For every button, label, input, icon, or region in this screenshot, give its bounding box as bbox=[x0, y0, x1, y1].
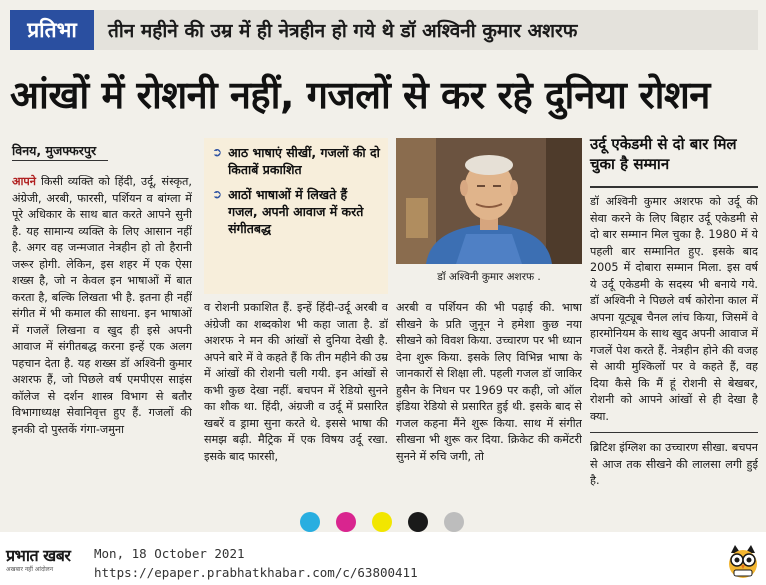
magenta-registration-dot bbox=[336, 512, 356, 532]
edition-date: Mon, 18 October 2021 bbox=[94, 546, 245, 561]
edition-url[interactable]: https://epaper.prabhatkhabar.com/c/63800411 bbox=[94, 565, 418, 580]
arrow-icon: ➲ bbox=[212, 187, 223, 201]
edition-meta bbox=[94, 544, 418, 582]
sidebar-text-2: ब्रिटिश इंग्लिश का उच्चारण सीखा. बचपन से आज तक सीखने की लालसा लगी हुई है. bbox=[590, 441, 758, 487]
highlight-item bbox=[212, 144, 380, 178]
sidebar-title: उर्दू एकेडमी से दो बार मिल चुका है सम्मान bbox=[590, 135, 737, 173]
logo-text: प्रभात खबर bbox=[6, 546, 71, 565]
byline: विनय, मुजफ्फरपुर bbox=[12, 143, 97, 158]
byline-divider bbox=[12, 160, 108, 161]
yellow-registration-dot bbox=[372, 512, 392, 532]
highlight-item bbox=[212, 186, 380, 237]
registration-marks bbox=[300, 512, 464, 532]
arrow-icon: ➲ bbox=[212, 145, 223, 159]
highlight-box bbox=[204, 138, 388, 294]
photo-caption: डॉ अश्विनी कुमार अशरफ . bbox=[437, 271, 541, 283]
sidebar-divider bbox=[590, 186, 758, 188]
article-column-1 bbox=[12, 174, 192, 502]
kicker-headline: तीन महीने की उम्र में ही नेत्रहीन हो गये थे डॉ अश्विनी कुमार अशरफ bbox=[108, 20, 578, 42]
grey-registration-dot bbox=[444, 512, 464, 532]
sidebar-text: डॉ अश्विनी कुमार अशरफ को उर्दू की सेवा करने के लिए बिहार उर्दू एकेडमी से दो बार सम्मान मिल चुका है. 1980 में ये पहली बार सम्मानित हुए. इसके बाद 2005 में दोबारा सम्मान मिला. इस वर्ष ये उर्दू एकेडमी के सदस्य भी बनाये गये. डॉ अश्विनी ने पिछले वर्ष कोरोना काल में अपना यूट्यूब चैनल लांच किया, जिसमें वे हारमोनियम के साथ खुद अपनी आवाज में गजलें पेश करते हैं. नेत्रहीन होने की वजह से आयी मुश्किलों पर वे कहते हैं, वह दिया कैसे कि मैं हूं रोशनी से बेखबर, रोशनी को आपने आंखों से ही देखा है क्या. bbox=[590, 195, 758, 423]
cyan-registration-dot bbox=[300, 512, 320, 532]
prabhat-khabar-logo bbox=[6, 544, 88, 572]
lead-word: आपने bbox=[12, 175, 36, 188]
highlight-text: आठों भाषाओं में लिखते हैं गजल, अपनी आवाज में करते संगीतबद्ध bbox=[228, 187, 364, 236]
article-column-2: व रोशनी प्रकाशित हैं. इन्हें हिंदी-उर्दू अरबी व अंग्रेजी का शब्दकोश भी कहा जाता है. डॉ अशरफ ने मन की आंखों से दुनिया देखी है. अपने बारे में वे कहते हैं कि तीन महीने की उम्र में आंखों की रोशनी चली गयी. इन आंखों से कभी कुछ देखा नहीं. बचपन में रेडियो सुनने का शौक था. हिंदी, अंग्रजी व उर्दू में प्रसारित खबरें व ड्रामा सुना करते थे. इससे भाषा की समझ बढ़ी. मैट्रिक में एक विषय उर्दू रखा. इसके बाद फारसी, bbox=[204, 301, 388, 463]
black-registration-dot bbox=[408, 512, 428, 532]
section-tag: प्रतिभा bbox=[10, 10, 94, 50]
owl-mascot-icon bbox=[726, 543, 760, 583]
highlight-text: आठ भाषाएं सीखीं, गजलों की दो किताबें प्रकाशित bbox=[228, 145, 380, 177]
main-headline: आंखों में रोशनी नहीं, गजलों से कर रहे दुनिया रोशन bbox=[10, 73, 710, 117]
column-1-text: किसी व्यक्ति को हिंदी, उर्दू, संस्कृत, अंग्रेजी, अरबी, फारसी, पर्शियन व बांग्ला में पूरे अधिकार के साथ बात करते आपने सुनी है. यह सामान्य व्यक्ति के लिए आसान नहीं है. अगर वह जन्मजात नेत्रहीन हो तो हैरानी जरूर होगी. लेकिन, इस शहर में एक ऐसा शख्स है, जो न केवल इन भाषाओं में बात करता है, बल्कि लिखता भी है. इतना ही नहीं संगीत में भी कमाल की साधना. इन भाषाओं में गजलें लिखना व खुद ही इसे अपनी आवाज में संगीतबद्ध करना इन्हें एक अलग पहचान देता है. यह शख्स डॉ अश्विनी कुमार अशरफ हैं, जो पिछले वर्ष एमपीएस साइंस कॉलेज से दर्शन शास्त्र विभाग से बतौर विभागाध्यक्ष सेवानिवृत्त हुए हैं. गजलों की इनकी दो पुस्तकें गंगा-जमुना bbox=[12, 175, 192, 436]
article-column-3: अरबी व पर्शियन की भी पढ़ाई की. भाषा सीखने के प्रति जुनून ने हमेशा कुछ नया सीखने को विवश किया. उच्चारण पर भी ध्यान देना शुरू किया. इसके लिए विभिन्न भाषा के जानकारों से शिक्षा ली. पहली गजल डॉ जाकिर हुसैन के निधन पर 1969 पर कही, जो ऑल इंडिया रेडियो से प्रसारित हुई थी. इसके बाद से गजल कहना मैंने शुरू किया. साथ में संगीत सीखना भी शुरू कर दिया. क्रिकेट की कमेंटरी सुनने में रुचि जगी, तो bbox=[396, 301, 582, 463]
logo-tagline: अखबार नहीं आंदोलन bbox=[6, 566, 54, 573]
portrait-photo bbox=[396, 138, 582, 264]
sidebar-divider bbox=[590, 432, 758, 433]
kicker-bar bbox=[10, 10, 758, 50]
